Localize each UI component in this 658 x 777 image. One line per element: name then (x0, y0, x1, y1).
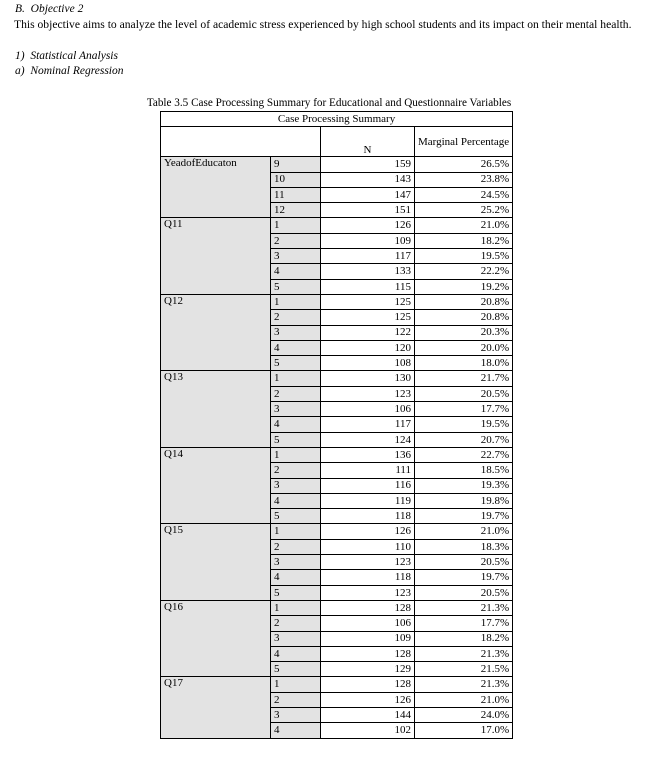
variable-label: Q13 (161, 371, 271, 447)
percentage-value: 17.7% (415, 402, 513, 417)
count-value: 106 (321, 402, 415, 417)
percentage-value: 20.0% (415, 340, 513, 355)
category-value: 5 (271, 509, 321, 524)
category-value: 3 (271, 478, 321, 493)
percentage-value: 22.7% (415, 447, 513, 462)
percentage-value: 24.0% (415, 707, 513, 722)
category-value: 5 (271, 356, 321, 371)
count-value: 118 (321, 509, 415, 524)
percentage-value: 25.2% (415, 203, 513, 218)
table-row (161, 600, 513, 615)
table-row (161, 371, 513, 386)
percentage-value: 18.2% (415, 631, 513, 646)
count-value: 117 (321, 249, 415, 264)
objective-paragraph: This objective aims to analyze the level of academic stress experienced by high school students and its impact on their mental health. (14, 18, 632, 31)
count-value: 106 (321, 616, 415, 631)
percentage-value: 19.5% (415, 417, 513, 432)
percentage-value: 22.2% (415, 264, 513, 279)
category-value: 3 (271, 325, 321, 340)
count-value: 130 (321, 371, 415, 386)
percentage-value: 17.0% (415, 723, 513, 738)
count-value: 128 (321, 600, 415, 615)
count-value: 147 (321, 187, 415, 202)
count-value: 115 (321, 279, 415, 294)
percentage-value: 20.5% (415, 386, 513, 401)
variable-label: YeadofEducaton (161, 157, 271, 218)
table-row (161, 157, 513, 172)
count-value: 125 (321, 310, 415, 325)
count-value: 117 (321, 417, 415, 432)
percentage-value: 19.8% (415, 493, 513, 508)
count-value: 108 (321, 356, 415, 371)
category-value: 3 (271, 555, 321, 570)
category-value: 5 (271, 279, 321, 294)
count-value: 159 (321, 157, 415, 172)
percentage-value: 20.7% (415, 432, 513, 447)
header-blank-cell (161, 127, 321, 157)
category-value: 3 (271, 631, 321, 646)
percentage-value: 21.0% (415, 524, 513, 539)
count-value: 124 (321, 432, 415, 447)
variable-label: Q17 (161, 677, 271, 738)
category-value: 2 (271, 539, 321, 554)
table-row (161, 218, 513, 233)
percentage-value: 17.7% (415, 616, 513, 631)
percentage-value: 23.8% (415, 172, 513, 187)
category-value: 4 (271, 417, 321, 432)
category-value: 10 (271, 172, 321, 187)
category-value: 3 (271, 707, 321, 722)
count-value: 128 (321, 646, 415, 661)
category-value: 1 (271, 524, 321, 539)
count-value: 136 (321, 447, 415, 462)
category-value: 2 (271, 386, 321, 401)
count-value: 143 (321, 172, 415, 187)
table-row (161, 677, 513, 692)
count-value: 118 (321, 570, 415, 585)
variable-label: Q12 (161, 294, 271, 370)
percentage-value: 21.0% (415, 692, 513, 707)
variable-label: Q14 (161, 447, 271, 523)
category-value: 12 (271, 203, 321, 218)
table-row (161, 294, 513, 309)
percentage-value: 20.5% (415, 585, 513, 600)
percentage-value: 19.5% (415, 249, 513, 264)
count-value: 123 (321, 555, 415, 570)
percentage-value: 20.8% (415, 310, 513, 325)
header-marginal-percentage: Marginal Percentage (415, 127, 513, 157)
table-caption: Table 3.5 Case Processing Summary for Educational and Questionnaire Variables (146, 97, 512, 109)
percentage-value: 19.2% (415, 279, 513, 294)
percentage-value: 21.3% (415, 646, 513, 661)
percentage-value: 21.3% (415, 600, 513, 615)
category-value: 4 (271, 264, 321, 279)
count-value: 109 (321, 233, 415, 248)
category-value: 1 (271, 294, 321, 309)
count-value: 126 (321, 692, 415, 707)
category-value: 5 (271, 432, 321, 447)
category-value: 2 (271, 692, 321, 707)
category-value: 2 (271, 463, 321, 478)
category-value: 5 (271, 662, 321, 677)
count-value: 122 (321, 325, 415, 340)
category-value: 9 (271, 157, 321, 172)
percentage-value: 21.5% (415, 662, 513, 677)
count-value: 151 (321, 203, 415, 218)
count-value: 133 (321, 264, 415, 279)
count-value: 109 (321, 631, 415, 646)
percentage-value: 26.5% (415, 157, 513, 172)
case-processing-summary-table (160, 111, 513, 739)
table-row (161, 524, 513, 539)
percentage-value: 20.5% (415, 555, 513, 570)
category-value: 4 (271, 340, 321, 355)
percentage-value: 21.3% (415, 677, 513, 692)
percentage-value: 18.0% (415, 356, 513, 371)
category-value: 4 (271, 570, 321, 585)
category-value: 2 (271, 310, 321, 325)
category-value: 1 (271, 600, 321, 615)
percentage-value: 20.8% (415, 294, 513, 309)
table-title: Case Processing Summary (161, 112, 513, 127)
count-value: 120 (321, 340, 415, 355)
subheading-statistical-analysis: 1) Statistical Analysis (15, 50, 118, 62)
table-row (161, 447, 513, 462)
count-value: 111 (321, 463, 415, 478)
count-value: 126 (321, 524, 415, 539)
category-value: 5 (271, 585, 321, 600)
count-value: 125 (321, 294, 415, 309)
category-value: 11 (271, 187, 321, 202)
category-value: 2 (271, 616, 321, 631)
percentage-value: 21.0% (415, 218, 513, 233)
count-value: 144 (321, 707, 415, 722)
count-value: 123 (321, 585, 415, 600)
category-value: 3 (271, 402, 321, 417)
percentage-value: 21.7% (415, 371, 513, 386)
category-value: 1 (271, 218, 321, 233)
category-value: 4 (271, 723, 321, 738)
percentage-value: 19.7% (415, 570, 513, 585)
count-value: 129 (321, 662, 415, 677)
percentage-value: 24.5% (415, 187, 513, 202)
variable-label: Q11 (161, 218, 271, 294)
subheading-nominal-regression: a) Nominal Regression (15, 65, 124, 77)
percentage-value: 18.3% (415, 539, 513, 554)
percentage-value: 19.3% (415, 478, 513, 493)
category-value: 4 (271, 646, 321, 661)
category-value: 2 (271, 233, 321, 248)
percentage-value: 18.2% (415, 233, 513, 248)
category-value: 1 (271, 371, 321, 386)
percentage-value: 19.7% (415, 509, 513, 524)
category-value: 3 (271, 249, 321, 264)
table-title-row (161, 112, 513, 127)
count-value: 102 (321, 723, 415, 738)
count-value: 110 (321, 539, 415, 554)
count-value: 128 (321, 677, 415, 692)
table-header-row (161, 127, 513, 157)
variable-label: Q16 (161, 600, 271, 676)
variable-label: Q15 (161, 524, 271, 600)
percentage-value: 18.5% (415, 463, 513, 478)
count-value: 126 (321, 218, 415, 233)
count-value: 123 (321, 386, 415, 401)
section-heading: B. Objective 2 (15, 3, 84, 15)
category-value: 1 (271, 447, 321, 462)
percentage-value: 20.3% (415, 325, 513, 340)
count-value: 116 (321, 478, 415, 493)
category-value: 4 (271, 493, 321, 508)
header-n: N (321, 127, 415, 157)
category-value: 1 (271, 677, 321, 692)
count-value: 119 (321, 493, 415, 508)
